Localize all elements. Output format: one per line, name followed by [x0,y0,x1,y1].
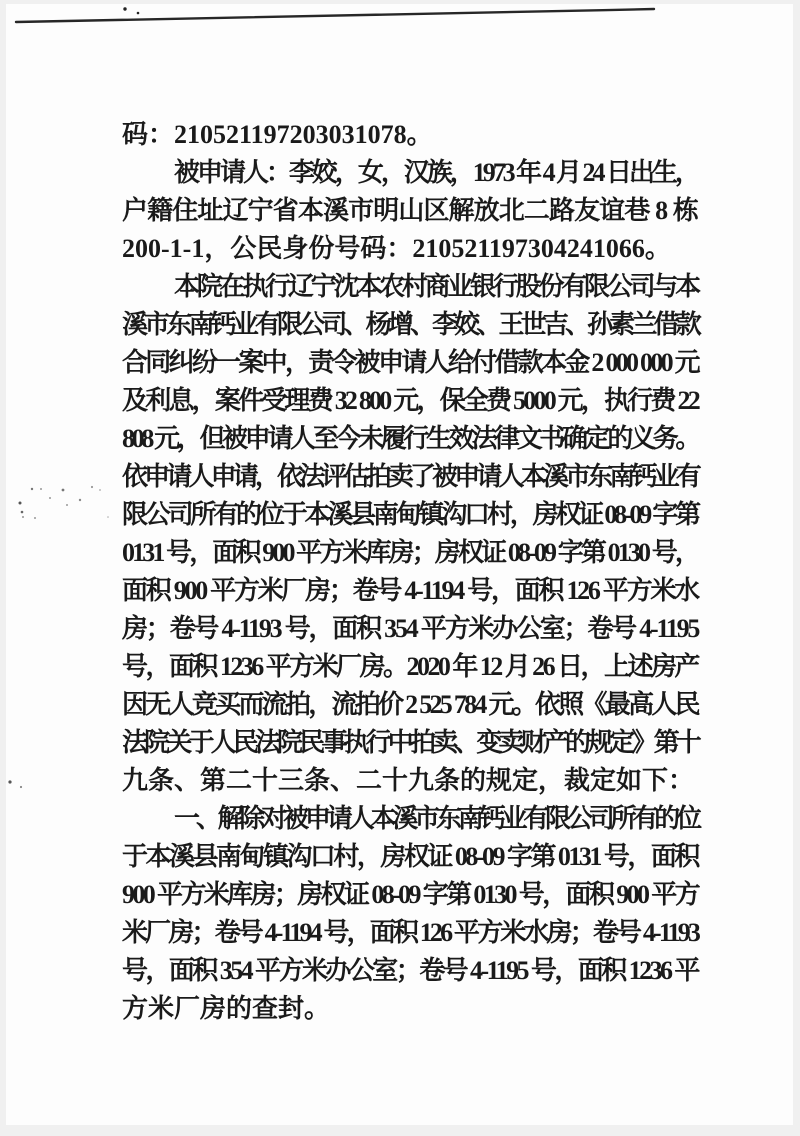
document-line: 0131 号，面积 900 平方米库房；房权证 08-09 字第 0130 号， [122,538,698,567]
document-line: 米厂房；卷号 4-1194 号，面积 126 平方米水房；卷号 4-1193 [122,918,699,947]
document-line: 依申请人申请，依法评估拍卖了被申请人本溪市东南钙业有 [122,462,698,491]
document-line: 户籍住址辽宁省本溪市明山区解放北二路友谊巷 8 栋 [122,196,699,225]
document-line: 因无人竞买而流拍，流拍价 2 525 784 元。依照《最高人民 [122,690,698,719]
document-line: 号，面积 1236 平方米厂房。2020 年 12 月 26 日，上述房产 [122,652,698,681]
document-line: 码：210521197203031078。 [122,120,433,149]
document-line: 限公司所有的位于本溪县南甸镇沟口村，房权证 08-09 字第 [122,500,698,529]
document-line: 方米厂房的查封。 [122,994,331,1023]
document-page [6,4,793,1125]
document-line: 面积 900 平方米厂房；卷号 4-1194 号，面积 126 平方米水 [122,576,698,605]
document-line: 于本溪县南甸镇沟口村，房权证 08-09 字第 0131 号，面积 [122,842,698,871]
document-line: 及利息，案件受理费 32 800 元，保全费 5000 元，执行费 22 [122,386,698,415]
document-line: 808 元，但被申请人至今未履行生效法律文书确定的义务。 [122,424,698,453]
document-line: 900 平方米库房；房权证 08-09 字第 0130 号，面积 900 平方 [122,880,698,909]
document-line: 溪市东南钙业有限公司、杨增、李姣、王世吉、孙素兰借款 [122,310,698,339]
document-line: 法院关于人民法院民事执行中拍卖、变卖财产的规定》第十 [122,728,698,757]
document-line: 房；卷号 4-1193 号，面积 354 平方米办公室；卷号 4-1195 [122,614,699,643]
document-line: 号，面积 354 平方米办公室；卷号 4-1195 号，面积 1236 平 [122,956,698,985]
document-line: 200-1-1，公民身份号码：210521197304241066。 [122,234,671,263]
document-line: 合同纠纷一案中，责令被申请人给付借款本金 2 000 000 元 [122,348,698,377]
document-line: 九条、第二十三条、二十九条的规定，裁定如下： [122,766,695,795]
document-line: 本院在执行辽宁沈本农村商业银行股份有限公司与本 [174,272,698,301]
document-text [122,116,698,1028]
document-line: 一、解除对被申请人本溪市东南钙业有限公司所有的位 [174,804,698,833]
document-line: 被申请人：李姣，女，汉族，1973 年 4 月 24 日出生， [174,158,698,187]
